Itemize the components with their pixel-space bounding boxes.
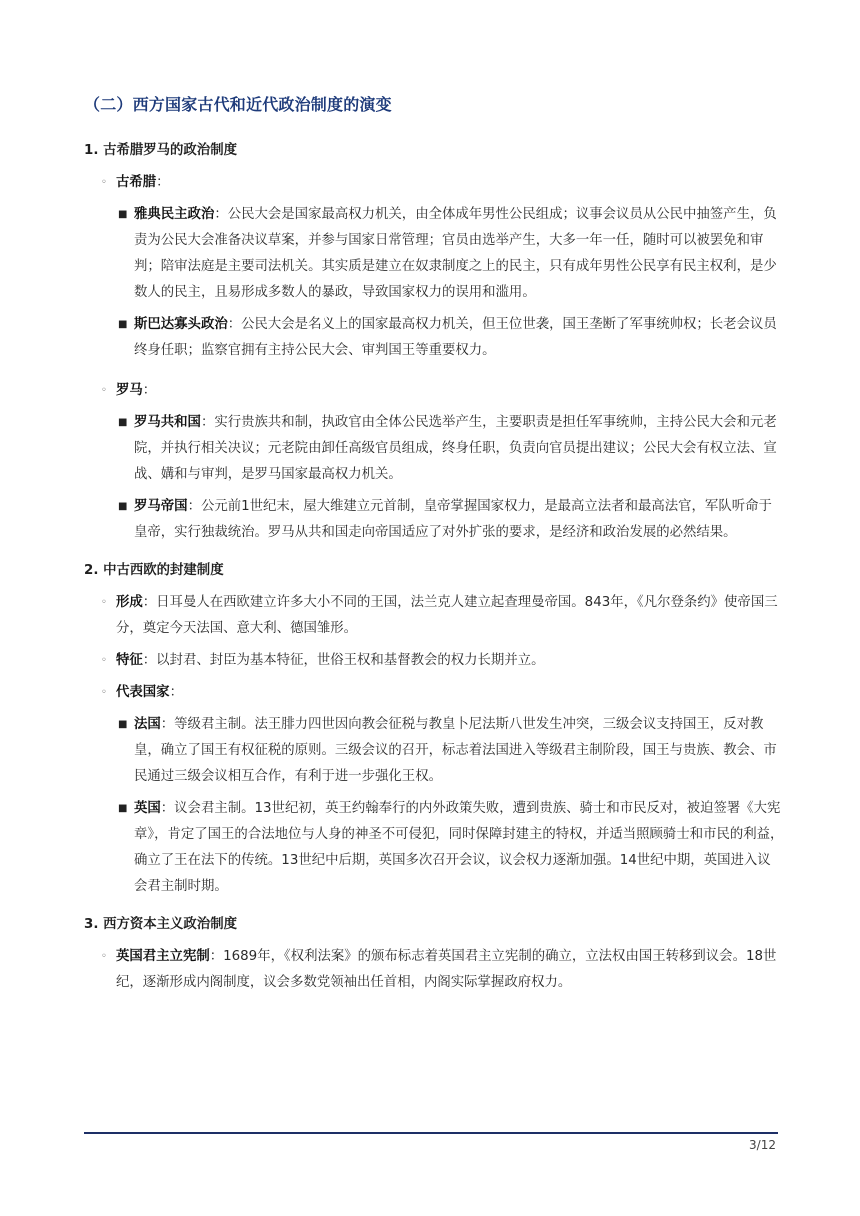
- heading-medieval-feudal: 2. 中古西欧的封建制度: [84, 563, 224, 578]
- list-item-sparta: [84, 312, 784, 364]
- feature-text: ：以封君、封臣为基本特征，世俗王权和基督教会的权力长期并立。: [142, 653, 545, 668]
- circle-bullet-icon: ◦: [101, 385, 107, 396]
- term-representative-countries: 代表国家: [116, 685, 170, 700]
- circle-bullet-icon: ◦: [101, 655, 107, 666]
- footer-divider: [84, 1132, 778, 1134]
- colon: ：: [142, 383, 157, 398]
- circle-bullet-icon: ◦: [101, 597, 107, 608]
- sparta-text: ：公民大会是名义上的国家最高权力机关，但王位世袭，国王垄断了军事统帅权；长老会议员终身任职；监察官拥有主持公民大会、审判国王等重要权力。: [134, 317, 777, 358]
- list-item-france: [84, 712, 784, 790]
- section-title: （二）西方国家古代和近代政治制度的演变: [84, 95, 392, 114]
- roman-empire-text: ：公元前1世纪末，屋大维建立元首制，皇帝掌握国家权力，是最高立法者和最高法官，军队听命于皇帝，实行独裁统治。罗马从共和国走向帝国适应了对外扩张的要求，是经济和政治发展的必然结果。: [134, 499, 772, 540]
- list-item-athens: [84, 202, 784, 306]
- term-rome: 罗马: [116, 383, 143, 398]
- term-athens: 雅典民主政治: [134, 207, 215, 222]
- circle-bullet-icon: ◦: [101, 951, 107, 962]
- content-body: [84, 138, 784, 996]
- list-item-roman-republic: [84, 410, 784, 488]
- list-item-feature: [84, 648, 784, 674]
- square-bullet-icon: ■: [118, 209, 128, 220]
- colon: ：: [169, 685, 183, 700]
- list-item-uk-constitutional-monarchy: [84, 944, 784, 996]
- term-roman-republic: 罗马共和国: [134, 415, 201, 430]
- circle-bullet-icon: ◦: [101, 687, 107, 698]
- term-england: 英国: [134, 801, 161, 816]
- list-item-formation: [84, 590, 784, 642]
- colon: ：: [156, 175, 170, 190]
- list-item-representative-countries: [84, 680, 784, 706]
- square-bullet-icon: ■: [118, 719, 128, 730]
- square-bullet-icon: ■: [118, 319, 128, 330]
- term-france: 法国: [134, 717, 161, 732]
- list-item-england: [84, 796, 784, 900]
- square-bullet-icon: ■: [118, 417, 128, 428]
- france-text: ：等级君主制。法王腓力四世因向教会征税与教皇卜尼法斯八世发生冲突，三级会议支持国王，反对教皇，确立了国王有权征税的原则。三级会议的召开，标志着法国进入等级君主制阶段，国王与贵族、教会、市民通过三级会议相互合作，有利于进一步强化王权。: [134, 717, 777, 784]
- list-item-greece: [84, 170, 784, 196]
- square-bullet-icon: ■: [118, 803, 128, 814]
- uk-constitutional-monarchy-text: ：1689年，《权利法案》的颁布标志着英国君主立宪制的确立，立法权由国王转移到议会。18世纪，逐渐形成内阁制度，议会多数党领袖出任首相，内阁实际掌握政府权力。: [116, 949, 777, 990]
- square-bullet-icon: ■: [118, 501, 128, 512]
- athens-text: ：公民大会是国家最高权力机关，由全体成年男性公民组成；议事会议员从公民中抽签产生，负责为公民大会准备决议草案，并参与国家日常管理；官员由选举产生，大多一年一任，随时可以被罢免和审判；陪审法庭是主要司法机关。其实质是建立在奴隶制度之上的民主，只有成年男性公民享有民主权利，是少数人的民主，且易形成多数人的暴政，导致国家权力的误用和滥用。: [134, 207, 777, 300]
- term-sparta: 斯巴达寡头政治: [134, 317, 228, 332]
- term-greece: 古希腊: [116, 175, 157, 190]
- list-item-roman-empire: [84, 494, 784, 546]
- roman-republic-text: ：实行贵族共和制，执政官由全体公民选举产生，主要职责是担任军事统帅，主持公民大会和元老院，并执行相关决议；元老院由卸任高级官员组成，终身任职，负责向官员提出建议；公民大会有权立法、宣战、媾和与审判，是罗马国家最高权力机关。: [134, 415, 777, 482]
- page-number: 3/12: [749, 1138, 776, 1152]
- heading-ancient-greece-rome: 1. 古希腊罗马的政治制度: [84, 143, 237, 158]
- term-roman-empire: 罗马帝国: [134, 499, 188, 514]
- list-item-rome: [84, 378, 784, 404]
- formation-text: ：日耳曼人在西欧建立许多大小不同的王国，法兰克人建立起查理曼帝国。843年，《凡尔登条约》使帝国三分，奠定今天法国、意大利、德国雏形。: [116, 595, 778, 636]
- term-feature: 特征: [116, 653, 143, 668]
- circle-bullet-icon: ◦: [101, 177, 107, 188]
- term-formation: 形成: [116, 595, 143, 610]
- england-text: ：议会君主制。13世纪初，英王约翰奉行的内外政策失败，遭到贵族、骑士和市民反对，被迫签署《大宪章》，肯定了国王的合法地位与人身的神圣不可侵犯，同时保障封建主的特权，并适当照顾骑士和市民的利益，确立了王在法下的传统。13世纪中后期，英国多次召开会议，议会权力逐渐加强。14世纪中期，英国进入议会君主制时期。: [134, 801, 784, 894]
- heading-capitalist-politics: 3. 西方资本主义政治制度: [84, 917, 237, 932]
- term-uk-constitutional-monarchy: 英国君主立宪制: [116, 949, 210, 964]
